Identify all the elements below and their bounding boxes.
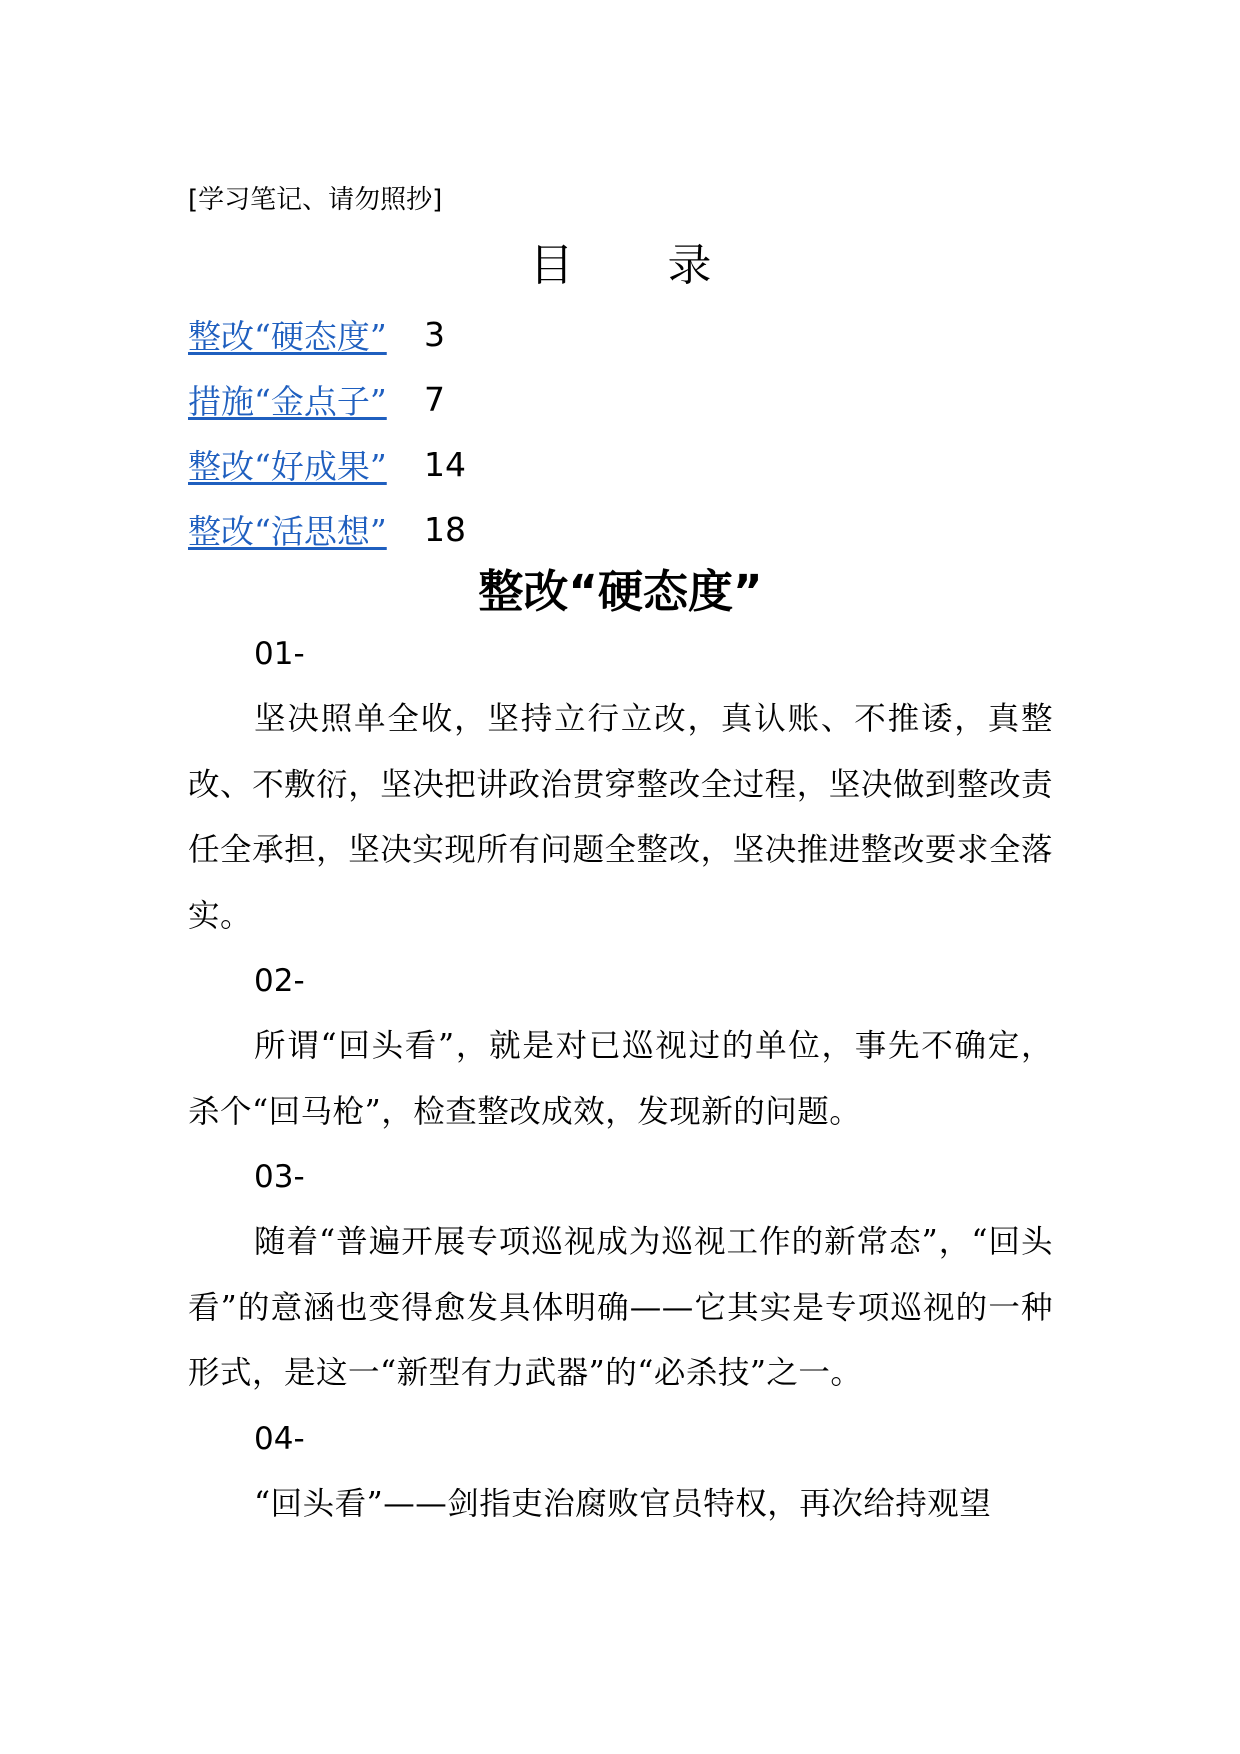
toc-link[interactable]: 措施“金点子” xyxy=(188,382,387,421)
toc-entry xyxy=(188,302,1053,367)
toc-link[interactable]: 整改“硬态度” xyxy=(188,317,387,356)
item-number: 03- xyxy=(254,1159,305,1195)
item-number: 01- xyxy=(254,636,305,672)
section-title: 整改“硬态度” xyxy=(478,565,763,618)
toc-entry xyxy=(188,497,1053,562)
table-of-contents xyxy=(188,302,1053,562)
toc-page-number: 7 xyxy=(424,380,445,419)
notice-text: [学习笔记、请勿照抄] xyxy=(188,185,443,215)
item-number: 04- xyxy=(254,1420,305,1457)
toc-link[interactable]: 整改“活思想” xyxy=(188,512,387,551)
toc-entry xyxy=(188,432,1053,497)
item-paragraph: “回头看”——剑指吏治腐败官员特权，再次给持观望 xyxy=(254,1485,992,1522)
item-number: 02- xyxy=(254,963,305,999)
toc-page-number: 18 xyxy=(424,510,466,549)
item-paragraph: 所谓“回头看”，就是对已巡视过的单位，事先不确定，杀个“回马枪”，检查整改成效，发现新的问题。 xyxy=(188,1028,1053,1130)
toc-page-number: 14 xyxy=(424,445,466,484)
toc-page-number: 3 xyxy=(424,315,445,354)
toc-entry xyxy=(188,367,1053,432)
toc-title: 目 录 xyxy=(529,240,752,291)
document-page xyxy=(188,150,1053,1537)
item-paragraph: 坚决照单全收，坚持立行立改，真认账、不推诿，真整改、不敷衍，坚决把讲政治贯穿整改全过程，坚决做到整改责任全承担，坚决实现所有问题全整改，坚决推进整改要求全落实。 xyxy=(188,701,1053,934)
item-paragraph: 随着“普遍开展专项巡视成为巡视工作的新常态”，“回头看”的意涵也变得愈发具体明确——它其实是专项巡视的一种形式，是这一“新型有力武器”的“必杀技”之一。 xyxy=(188,1224,1053,1391)
toc-link[interactable]: 整改“好成果” xyxy=(188,447,387,486)
